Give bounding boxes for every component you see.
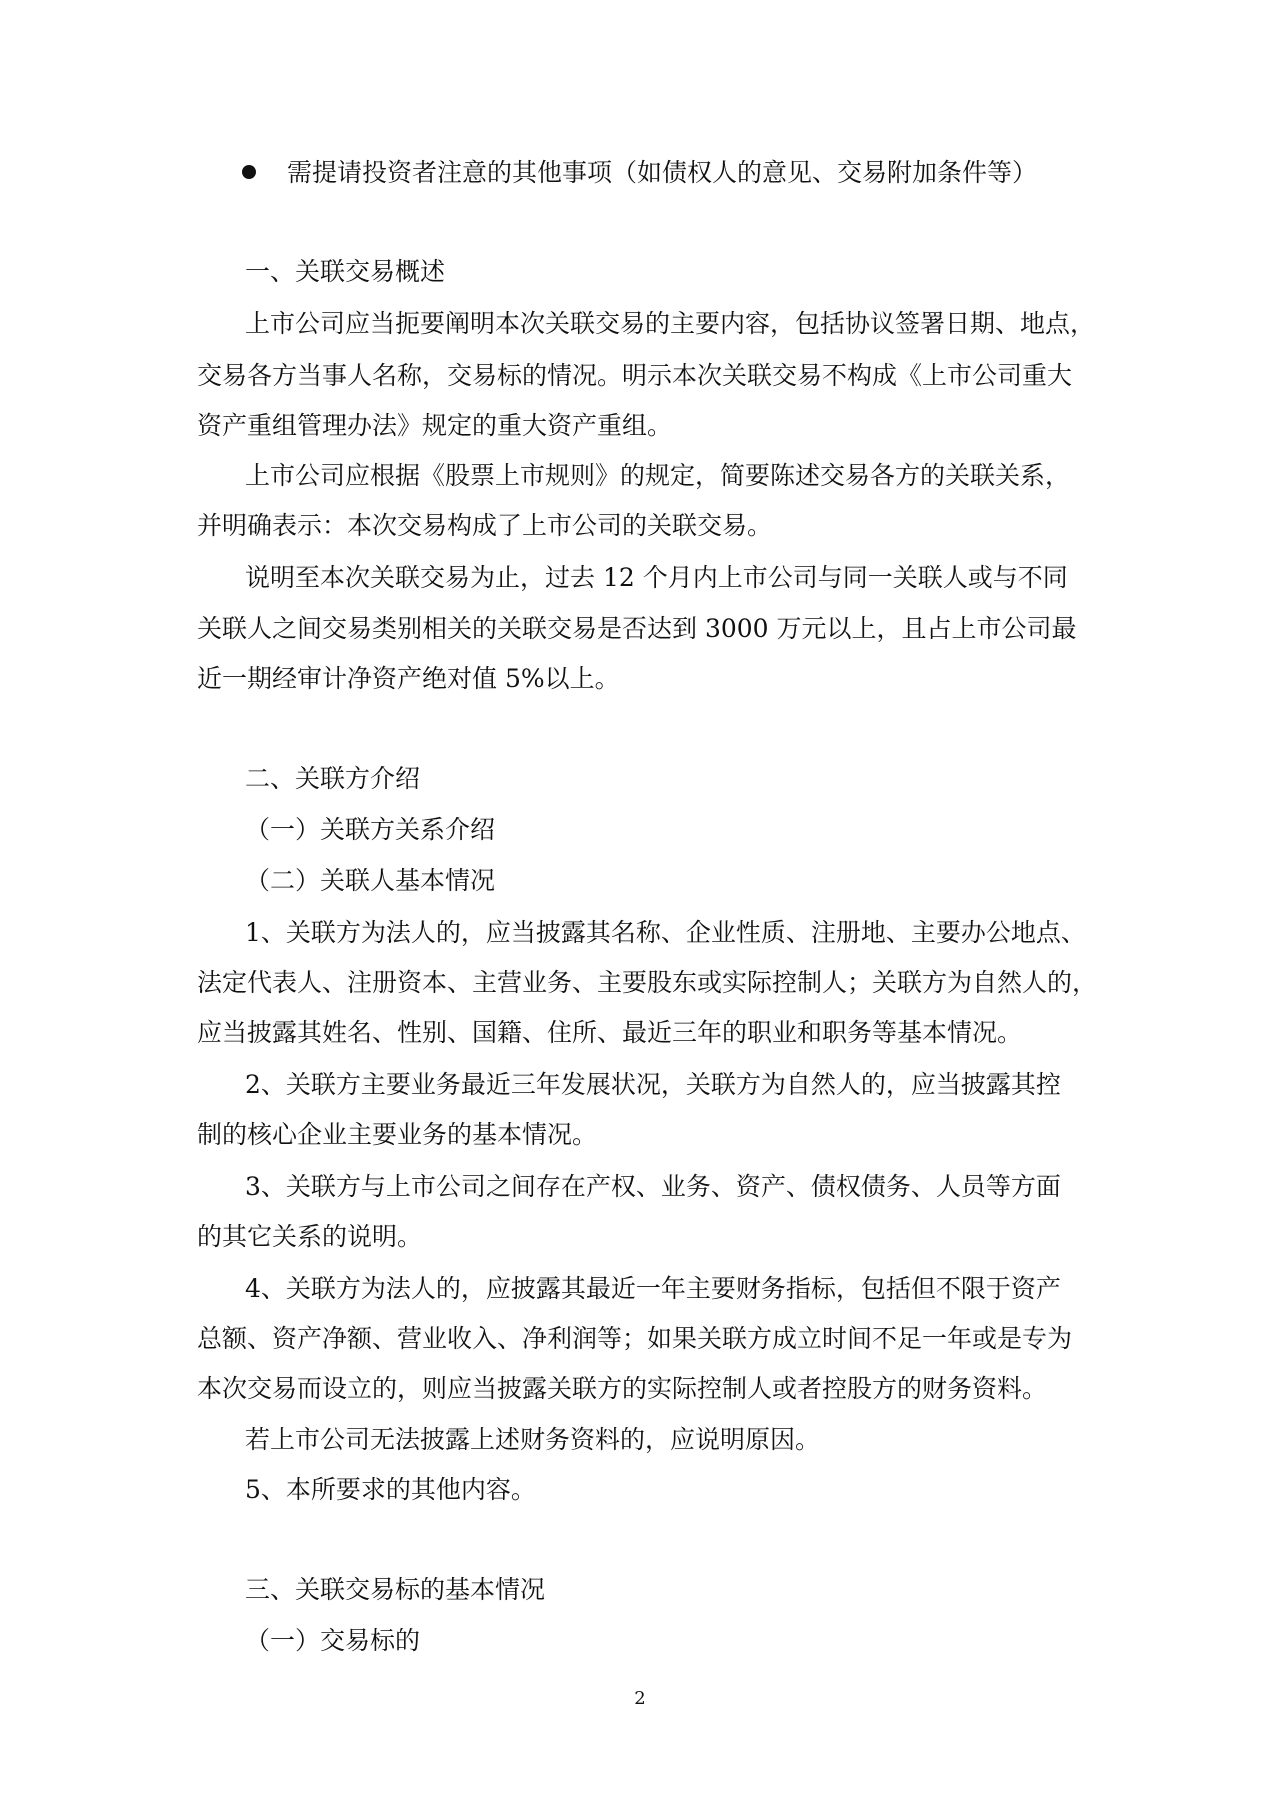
paragraph-line: 5、本所要求的其他内容。 [245,1475,536,1504]
paragraph-line: 交易各方当事人名称，交易标的情况。明示本次关联交易不构成《上市公司重大 [197,361,1073,390]
paragraph-line: 上市公司应根据《股票上市规则》的规定，简要陈述交易各方的关联关系， [245,461,1071,490]
paragraph-line: 并明确表示：本次交易构成了上市公司的关联交易。 [197,511,773,540]
paragraph-line: 4、关联方为法人的，应披露其最近一年主要财务指标，包括但不限于资产 [245,1274,1061,1303]
paragraph-line: 2、关联方主要业务最近三年发展状况，关联方为自然人的，应当披露其控 [245,1070,1061,1099]
paragraph-line: 资产重组管理办法》规定的重大资产重组。 [197,411,673,440]
paragraph-line: 1、关联方为法人的，应当披露其名称、企业性质、注册地、主要办公地点、 [245,918,1086,947]
paragraph-line: 近一期经审计净资产绝对值 5%以上。 [197,664,620,693]
paragraph-line: 应当披露其姓名、性别、国籍、住所、最近三年的职业和职务等基本情况。 [197,1018,1023,1047]
subsection-heading: （二）关联人基本情况 [245,866,496,895]
subsection-heading: （一）关联方关系介绍 [245,815,496,844]
paragraph-line: 的其它关系的说明。 [197,1222,423,1251]
section-heading: 一、关联交易概述 [245,257,446,286]
section-heading: 三、关联交易标的基本情况 [245,1575,546,1604]
paragraph-line: 总额、资产净额、营业收入、净利润等；如果关联方成立时间不足一年或是专为 [197,1324,1073,1353]
paragraph-line: 制的核心企业主要业务的基本情况。 [197,1120,598,1149]
paragraph-line: 上市公司应当扼要阐明本次关联交易的主要内容，包括协议签署日期、地点， [245,309,1096,338]
paragraph-line: 说明至本次关联交易为止，过去 12 个月内上市公司与同一关联人或与不同 [245,563,1068,592]
bullet-icon [242,165,256,179]
section-heading: 二、关联方介绍 [245,764,421,793]
paragraph-line: 法定代表人、注册资本、主营业务、主要股东或实际控制人；关联方为自然人的， [197,968,1098,997]
page-number: 2 [634,1688,646,1709]
subsection-heading: （一）交易标的 [245,1626,421,1655]
bullet-item: 需提请投资者注意的其他事项（如债权人的意见、交易附加条件等） [287,158,1038,187]
paragraph-line: 关联人之间交易类别相关的关联交易是否达到 3000 万元以上，且占上市公司最 [197,614,1077,643]
paragraph-line: 本次交易而设立的，则应当披露关联方的实际控制人或者控股方的财务资料。 [197,1374,1048,1403]
paragraph-line: 若上市公司无法披露上述财务资料的，应说明原因。 [245,1425,821,1454]
paragraph-line: 3、关联方与上市公司之间存在产权、业务、资产、债权债务、人员等方面 [245,1172,1061,1201]
